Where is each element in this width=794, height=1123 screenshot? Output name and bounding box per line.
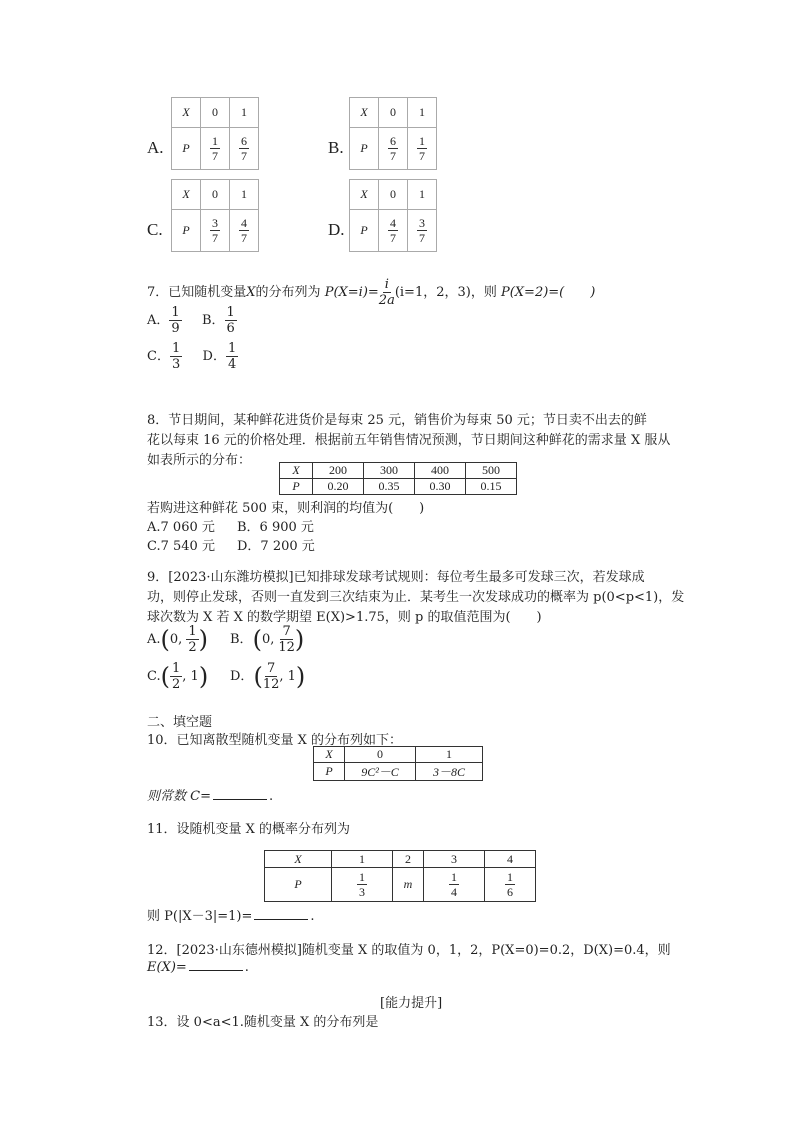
- distribution-table: X 0 1 P $\frac{4}{7}$ $\frac{3}{7}$: [349, 179, 437, 252]
- q10-distribution-table: X 0 1 P 9C²－C 3－8C: [313, 746, 483, 781]
- q8-line1: 8．节日期间，某种鲜花进货价是每束 25 元，销售价为每束 50 元；节日卖不出去的鲜: [147, 413, 647, 428]
- q9-line3: 球次数为 X 若 X 的数学期望 E(X)>1.75，则 p 的取值范围为( ): [147, 610, 542, 625]
- q7-options-row1: [147, 306, 237, 335]
- q7-stem: 7．已知随机变量X的分布列为 P(X=i)= $\frac{i}{2a}$ (i=1，2，3)，则 P(X=2)=( ): [147, 277, 596, 308]
- q7-option-d: D． $\frac{1}{4}$: [202, 341, 237, 372]
- section-heading: 二、填空题: [147, 715, 213, 730]
- answer-blank[interactable]: [254, 907, 308, 920]
- q8-option-c: C.7 540 元: [147, 539, 215, 554]
- answer-blank[interactable]: [189, 958, 243, 971]
- q13-line1: 13．设 0<a<1.随机变量 X 的分布列是: [147, 1015, 379, 1030]
- q9-line1: 9．[2023·山东潍坊模拟]已知排球发球考试规则：每位考生最多可发球三次，若发球成: [147, 570, 645, 585]
- distribution-table: X 0 1 P $\frac{6}{7}$ $\frac{1}{7}$: [349, 97, 437, 170]
- q7-option-b: B． $\frac{1}{6}$: [201, 305, 235, 336]
- q9-option-c: C.( $\frac{1}{2}$ , 1): [147, 661, 209, 692]
- q11-line1: 11．设随机变量 X 的概率分布列为: [147, 822, 351, 837]
- option-label: D.: [328, 220, 345, 239]
- q7-options-row2: [147, 342, 238, 371]
- q9-option-a: A.(0, $\frac{1}{2}$ ): [147, 624, 208, 655]
- q10-answer-line: 则常数 C= .: [147, 789, 274, 804]
- distribution-table: X 0 1 P $\frac{3}{7}$ $\frac{4}{7}$: [171, 179, 259, 252]
- distribution-table: X 0 1 P $\frac{1}{7}$ $\frac{6}{7}$: [171, 97, 259, 170]
- option-label: C.: [147, 220, 163, 239]
- q12-line1: 12．[2023·山东德州模拟]随机变量 X 的取值为 0，1，2，P(X=0)=0.2，D(X)=0.4，则: [147, 943, 671, 958]
- option-label: A.: [147, 138, 164, 157]
- q10-line1: 10．已知离散型随机变量 X 的分布列如下：: [147, 733, 403, 748]
- q11-answer-line: 则 P(|X－3|=1)= .: [147, 909, 315, 924]
- q7-option-c: C． $\frac{1}{3}$: [147, 341, 181, 372]
- q8-distribution-table: X 200 300 400 500 P 0.20 0.35 0.30 0.15: [279, 462, 517, 495]
- q9-option-b: B．(0, $\frac{7}{12}$ ): [230, 624, 305, 655]
- q8-option-d: D．7 200 元: [237, 539, 315, 554]
- q7-option-a: A． $\frac{1}{9}$: [147, 305, 180, 336]
- q8-option-b: B．6 900 元: [237, 520, 314, 535]
- q9-line2: 功，则停止发球，否则一直发到三次结束为止．某考生一次发球成功的概率为 p(0<p<1)，发: [147, 590, 685, 605]
- q12-answer-line: E(X)= .: [147, 960, 249, 975]
- answer-blank[interactable]: [213, 787, 267, 800]
- q9-option-d: D．( $\frac{7}{12}$ , 1): [230, 661, 306, 692]
- option-label: B.: [328, 138, 344, 157]
- q8-option-a: A.7 060 元: [147, 520, 215, 535]
- q8-line4: 若购进这种鲜花 500 束，则利润的均值为( ): [147, 501, 425, 516]
- q8-line2: 花以每束 16 元的价格处理．根据前五年销售情况预测，节日期间这种鲜花的需求量 X 服从: [147, 433, 671, 448]
- ability-heading: [能力提升]: [380, 996, 443, 1011]
- q11-distribution-table: X 1 2 3 4 P $\frac{1}{3}$ m $\frac{1}{4}$ $\frac{1}{6}$: [264, 850, 536, 902]
- q8-line3: 如表所示的分布：: [147, 453, 252, 468]
